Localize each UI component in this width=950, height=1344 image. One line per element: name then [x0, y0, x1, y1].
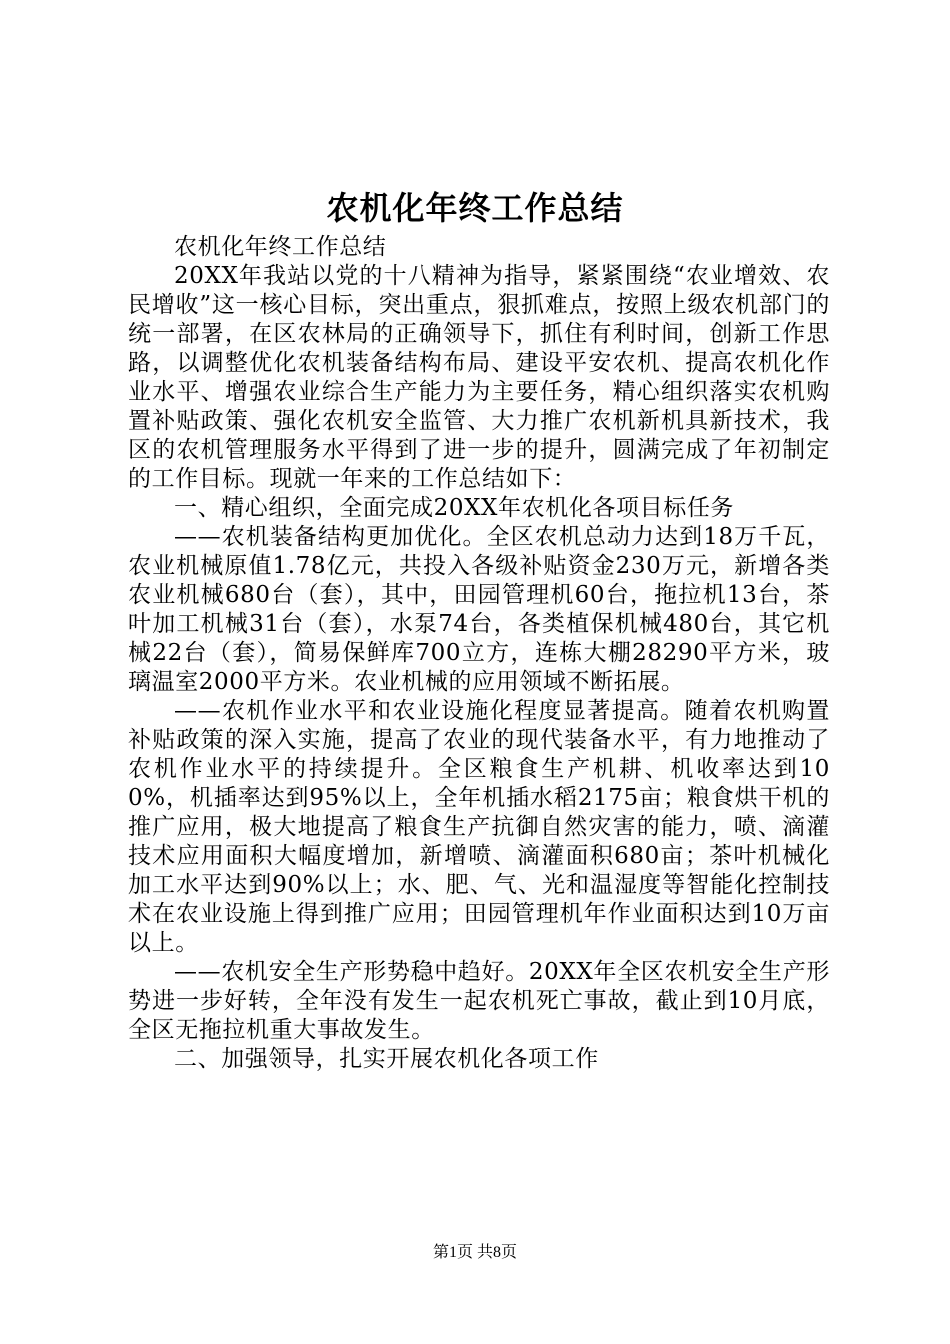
section-heading-two: 二、加强领导，扎实开展农机化各项工作	[174, 1046, 599, 1072]
paragraph-intro: 20XX年我站以党的十八精神为指导，紧紧围绕“农业增效、农民增收”这一核心目标，突出重点，狠抓难点，按照上级农机部门的统一部署，在区农林局的正确领导下，抓住有利时间，创新工作思路，以调整优化农机装备结构布局、建设平安农机、提高农机化作业水平、增强农业综合生产能力为主要任务，精心组织落实农机购置补贴政策、强化农机安全监管、大力推广农机新机具新技术，我区的农机管理服务水平得到了进一步的提升，圆满完成了年初制定的工作目标。现就一年来的工作总结如下：	[128, 263, 830, 492]
page-number: 第1页 共8页	[432, 1244, 517, 1261]
document-body	[128, 233, 830, 1074]
document-title: 农机化年终工作总结	[326, 189, 624, 227]
paragraph-equipment: ——农机装备结构更加优化。全区农机总动力达到18万千瓦，农业机械原值1.78亿元，共投入各级补贴资金230万元，新增各类农业机械680台（套），其中，田园管理机60台，拖拉机13台，茶叶加工机械31台（套），水泵74台，各类植保机械480台，其它机械22台（套），简易保鲜库700立方，连栋大棚28290平方米，玻璃温室2000平方米。农业机械的应用领域不断拓展。	[128, 524, 830, 695]
section-heading-one: 一、精心组织，全面完成20XX年农机化各项目标任务	[174, 495, 735, 521]
paragraph-subtitle: 农机化年终工作总结	[174, 234, 387, 260]
paragraph-operation-level: ——农机作业水平和农业设施化程度显著提高。随着农机购置补贴政策的深入实施，提高了农业的现代装备水平，有力地推动了农机作业水平的持续提升。全区粮食生产机耕、机收率达到100%，机插率达到95%以上，全年机插水稻2175亩；粮食烘干机的推广应用，极大地提高了粮食生产抗御自然灾害的能力，喷、滴灌技术应用面积大幅度增加，新增喷、滴灌面积680亩；茶叶机械化加工水平达到90%以上；水、肥、气、光和温湿度等智能化控制技术在农业设施上得到推广应用；田园管理机年作业面积达到10万亩以上。	[128, 698, 830, 956]
paragraph-safety: ——农机安全生产形势稳中趋好。20XX年全区农机安全生产形势进一步好转，全年没有发生一起农机死亡事故，截止到10月底，全区无拖拉机重大事故发生。	[128, 959, 830, 1043]
